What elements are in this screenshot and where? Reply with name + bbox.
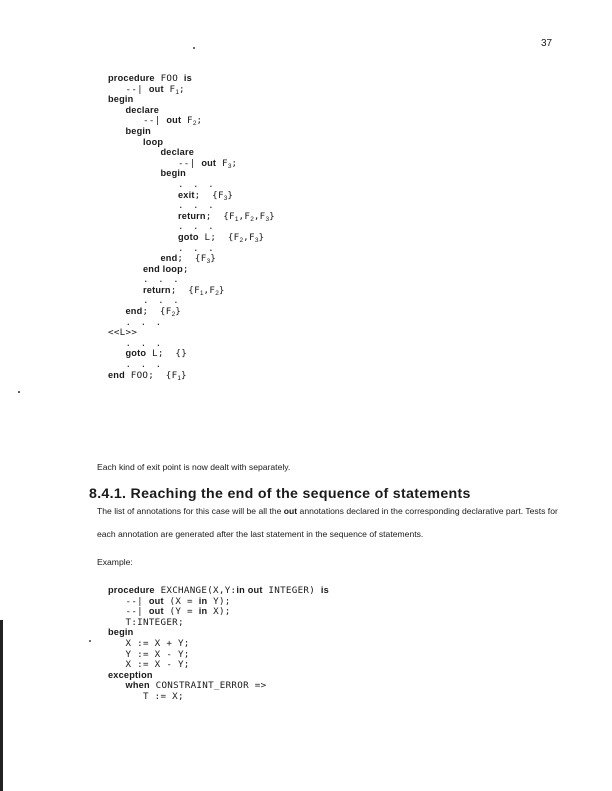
code-line: [108, 691, 329, 702]
keyword: out: [166, 115, 182, 126]
subscript: 1: [199, 289, 204, 297]
ellipsis: . . .: [143, 274, 181, 286]
code-text: EXCHANGE(X,Y:: [154, 585, 237, 596]
ellipsis: . . .: [177, 200, 216, 212]
code-text: <<L>>: [108, 327, 138, 339]
code-line: [108, 126, 275, 137]
code-text: }: [181, 369, 187, 381]
code-line: [108, 211, 275, 222]
text: annotations declared in the corresponding declarative part. Tests for each annotation are generated after the last statement in the sequence of statements.: [97, 506, 558, 539]
code-text: X := X + Y;: [108, 637, 190, 649]
code-text: --|: [108, 83, 149, 95]
scan-speck: [193, 47, 195, 49]
code-text: [108, 348, 126, 359]
code-text: X := X - Y;: [108, 659, 190, 671]
code-text: F: [163, 83, 176, 95]
keyword: begin: [108, 627, 134, 638]
subscript: 1: [175, 88, 180, 96]
code-text: ,F: [238, 210, 251, 222]
keyword: exception: [108, 669, 153, 680]
code-line: [108, 105, 275, 116]
subscript: 1: [177, 374, 182, 382]
keyword: return: [143, 284, 171, 295]
code-text: [108, 295, 143, 306]
code-text: [108, 179, 178, 190]
code-text: [108, 105, 126, 116]
keyword: is: [183, 73, 192, 83]
ellipsis: . . .: [177, 242, 216, 254]
subscript: 3: [254, 236, 259, 244]
code-text: (Y =: [163, 606, 199, 618]
code-text: [108, 137, 143, 148]
code-text: L; {}: [146, 348, 188, 360]
code-block-exchange: [108, 585, 329, 702]
text: The list of annotations for this case will be all the: [97, 506, 284, 516]
keyword: out: [148, 83, 164, 94]
code-line: [108, 147, 275, 158]
code-text: T:INTEGER;: [108, 616, 184, 628]
code-text: INTEGER): [262, 585, 321, 596]
code-text: }: [210, 253, 217, 265]
code-text: [108, 338, 126, 349]
subscript: 3: [223, 194, 228, 202]
keyword: end loop: [143, 263, 183, 274]
code-text: ; {F: [170, 284, 200, 296]
keyword: goto: [177, 231, 199, 242]
code-text: ;: [182, 263, 189, 275]
code-text: [108, 190, 178, 201]
code-line: [108, 274, 275, 285]
code-text: FOO; {F: [124, 369, 178, 381]
code-text: X);: [207, 606, 231, 618]
code-line: [108, 680, 329, 691]
keyword: begin: [125, 125, 151, 136]
code-text: [108, 317, 126, 328]
code-block-foo: [108, 73, 275, 380]
keyword: declare: [160, 147, 195, 158]
scan-speck: [18, 391, 20, 393]
example-label: Example:: [97, 557, 133, 567]
keyword: out: [148, 606, 164, 617]
code-line: [108, 190, 275, 201]
code-line: [108, 617, 329, 628]
code-text: [108, 126, 126, 137]
keyword: in: [198, 595, 208, 606]
subscript: 2: [192, 120, 197, 128]
keyword: procedure: [108, 73, 155, 83]
code-text: [108, 680, 126, 691]
code-text: Y);: [207, 595, 231, 607]
code-text: FOO: [154, 73, 184, 84]
section-heading: 8.4.1. Reaching the end of the sequence of statements: [89, 486, 471, 502]
code-text: ;: [196, 115, 203, 127]
code-line: [108, 158, 275, 169]
code-line: [108, 348, 275, 359]
code-line: [108, 359, 275, 370]
code-line: [108, 200, 275, 211]
code-text: [108, 200, 178, 211]
code-text: [108, 243, 178, 254]
ellipsis: . . .: [177, 221, 216, 233]
code-line: [108, 670, 329, 681]
code-line: [108, 137, 275, 148]
code-text: }: [175, 306, 182, 318]
subscript: 3: [227, 162, 232, 170]
paragraph-exit-points: Each kind of exit point is now dealt with separately.: [97, 462, 291, 472]
keyword: end: [108, 369, 125, 380]
code-text: [108, 221, 178, 232]
keyword: out: [283, 506, 298, 516]
ellipsis: . . .: [125, 359, 164, 371]
code-text: }: [218, 284, 225, 296]
code-text: [108, 264, 143, 275]
code-line: [108, 596, 329, 607]
subscript: 3: [206, 258, 211, 266]
code-line: [108, 659, 329, 670]
code-text: ,F: [243, 231, 255, 243]
code-text: }: [269, 210, 275, 222]
keyword: begin: [108, 94, 134, 105]
subscript: 2: [239, 236, 244, 244]
code-text: [108, 147, 160, 158]
keyword: begin: [160, 168, 186, 179]
keyword: in: [198, 606, 208, 617]
keyword: loop: [143, 136, 164, 147]
page-number: 37: [541, 38, 553, 49]
code-line: [108, 317, 275, 328]
code-text: [108, 232, 178, 243]
code-text: L; {F: [198, 231, 240, 243]
code-text: ,F: [203, 284, 216, 296]
keyword: end: [125, 306, 143, 317]
code-text: --|: [108, 157, 202, 169]
code-line: [108, 338, 275, 349]
keyword: return: [177, 210, 206, 221]
code-text: [108, 285, 143, 296]
code-text: [108, 359, 126, 370]
code-text: [108, 274, 143, 285]
code-text: [108, 253, 160, 264]
code-line: [108, 73, 275, 84]
code-line: [108, 243, 275, 254]
code-text: --|: [108, 595, 149, 607]
keyword: procedure: [108, 585, 155, 595]
ellipsis: . . .: [125, 337, 164, 349]
code-text: }: [227, 189, 234, 201]
code-text: F: [216, 157, 228, 169]
code-line: [108, 327, 275, 338]
code-line: [108, 638, 329, 649]
code-text: ,F: [253, 210, 266, 222]
ellipsis: . . .: [125, 316, 164, 328]
code-line: [108, 84, 275, 95]
code-line: [108, 94, 275, 105]
code-line: [108, 606, 329, 617]
code-text: ; {F: [142, 306, 172, 318]
code-line: [108, 370, 275, 381]
code-line: [108, 295, 275, 306]
code-text: ;: [231, 157, 238, 169]
code-text: --|: [108, 115, 167, 127]
code-line: [108, 585, 329, 596]
keyword: out: [201, 157, 217, 168]
keyword: declare: [125, 104, 160, 115]
code-text: T := X;: [108, 690, 184, 702]
subscript: 2: [250, 215, 254, 223]
keyword: in out: [236, 585, 263, 595]
subscript: 1: [234, 215, 239, 223]
code-line: [108, 253, 275, 264]
code-text: CONSTRAINT_ERROR =>: [149, 680, 267, 692]
ellipsis: . . .: [177, 178, 216, 190]
keyword: exit: [177, 189, 195, 200]
subscript: 2: [171, 311, 176, 319]
keyword: is: [320, 585, 329, 595]
code-line: [108, 627, 329, 638]
code-text: ;: [179, 83, 185, 95]
ellipsis: . . .: [143, 295, 181, 307]
code-line: [108, 285, 275, 296]
code-line: [108, 179, 275, 190]
code-text: F: [181, 115, 193, 127]
code-text: ; {F: [205, 210, 235, 222]
code-text: --|: [108, 606, 149, 618]
keyword: end: [160, 253, 178, 264]
code-text: [108, 306, 126, 317]
scan-edge-shadow: [0, 620, 3, 791]
code-text: Y := X - Y;: [108, 648, 190, 660]
code-text: ; {F: [194, 189, 224, 201]
code-line: [108, 232, 275, 243]
code-text: }: [258, 231, 265, 243]
subscript: 2: [215, 289, 219, 297]
code-line: [108, 115, 275, 126]
keyword: when: [125, 680, 150, 691]
code-text: [108, 211, 178, 222]
code-text: ; {F: [177, 253, 207, 265]
keyword: out: [148, 595, 164, 606]
code-line: [108, 649, 329, 660]
code-line: [108, 264, 275, 275]
scan-speck: [89, 640, 91, 642]
code-line: [108, 168, 275, 179]
code-text: [108, 168, 160, 179]
keyword: goto: [125, 348, 147, 359]
code-text: (X =: [163, 595, 199, 607]
code-line: [108, 306, 275, 317]
paragraph-annotations: [97, 500, 567, 545]
subscript: 3: [265, 215, 270, 223]
